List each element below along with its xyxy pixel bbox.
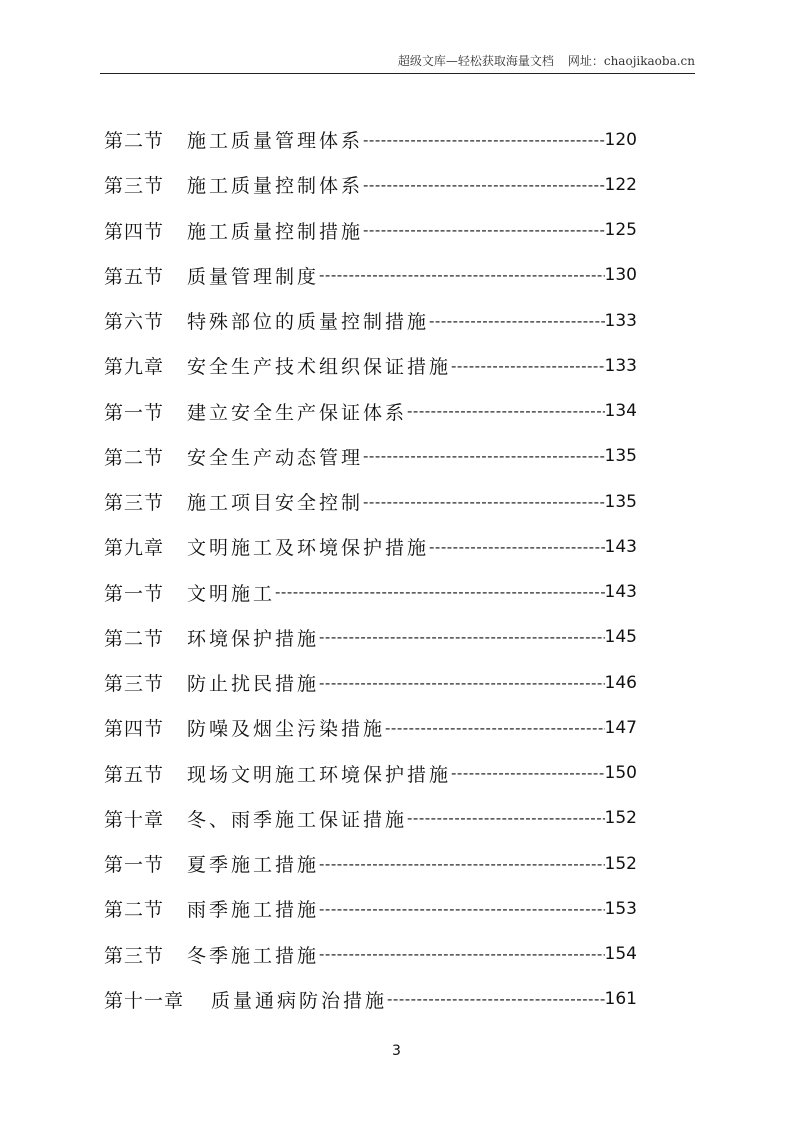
toc-leader (429, 538, 605, 556)
toc-title: 冬、雨季施工保证措施 (187, 808, 408, 831)
toc-leader (363, 447, 605, 465)
toc-leader (319, 855, 605, 873)
toc-entry[interactable] (104, 208, 637, 253)
toc-title: 施工质量管理体系 (187, 130, 364, 153)
toc-label: 第二节 (104, 130, 165, 153)
toc-title: 安全生产动态管理 (187, 446, 364, 469)
toc-label: 第四节 (104, 718, 165, 741)
toc-label: 第一节 (104, 854, 165, 877)
toc-entry[interactable] (104, 117, 637, 162)
toc-title: 现场文明施工环境保护措施 (187, 763, 452, 786)
toc-title: 夏季施工措施 (187, 854, 320, 877)
toc-label: 第五节 (104, 265, 165, 288)
toc-leader (363, 221, 605, 239)
toc-entry[interactable] (104, 977, 637, 1022)
toc-entry[interactable] (104, 615, 637, 660)
toc-page: 153 (604, 898, 637, 919)
toc-leader (319, 674, 605, 692)
toc-page: 143 (604, 536, 637, 557)
toc-leader (319, 266, 605, 284)
toc-leader (319, 628, 605, 646)
toc-leader (407, 402, 605, 420)
toc-entry[interactable] (104, 932, 637, 977)
toc-leader (275, 583, 605, 601)
toc-entry[interactable] (104, 479, 637, 524)
toc-page: 146 (604, 672, 637, 693)
toc-leader (407, 809, 605, 827)
toc-page: 145 (604, 627, 637, 648)
toc-title: 文明施工及环境保护措施 (187, 537, 430, 560)
toc-title: 建立安全生产保证体系 (187, 401, 408, 424)
toc-label: 第二节 (104, 627, 165, 650)
toc-page: 125 (604, 220, 637, 241)
toc-leader (429, 312, 605, 330)
toc-label: 第二节 (104, 899, 165, 922)
toc-entry[interactable] (104, 253, 637, 298)
toc-page: 133 (604, 310, 637, 331)
toc-page: 135 (604, 491, 637, 512)
toc-label: 第十章 (104, 808, 165, 831)
toc-page: 154 (604, 944, 637, 965)
header-site: 超级文库—轻松获取海量文档 (397, 54, 554, 68)
toc-entry[interactable] (104, 343, 637, 388)
toc-leader (451, 764, 605, 782)
toc-title: 冬季施工措施 (187, 944, 320, 967)
toc-entry[interactable] (104, 162, 637, 207)
toc-entry[interactable] (104, 886, 637, 931)
toc-entry[interactable] (104, 841, 637, 886)
toc-page: 161 (604, 989, 637, 1010)
toc-page: 147 (604, 717, 637, 738)
toc-page: 133 (604, 355, 637, 376)
toc-leader (363, 493, 605, 511)
header-rule (100, 73, 695, 74)
toc-label: 第六节 (104, 311, 165, 334)
toc-title: 安全生产技术组织保证措施 (187, 356, 452, 379)
toc-title: 质量管理制度 (187, 265, 320, 288)
toc-entry[interactable] (104, 751, 637, 796)
toc-title: 防噪及烟尘污染措施 (187, 718, 386, 741)
toc-title: 质量通病防治措施 (211, 989, 388, 1012)
toc-label: 第四节 (104, 220, 165, 243)
toc-title: 文明施工 (187, 582, 276, 605)
toc-leader (319, 945, 605, 963)
toc-entry[interactable] (104, 434, 637, 479)
toc-page: 150 (604, 763, 637, 784)
toc-leader (451, 357, 605, 375)
toc-title: 雨季施工措施 (187, 899, 320, 922)
toc-title: 环境保护措施 (187, 627, 320, 650)
toc-page: 120 (604, 129, 637, 150)
toc-label: 第九章 (104, 356, 165, 379)
toc-leader (385, 719, 605, 737)
toc-label: 第二节 (104, 446, 165, 469)
toc-title: 特殊部位的质量控制措施 (187, 311, 430, 334)
toc-leader (319, 900, 605, 918)
toc-entry[interactable] (104, 389, 637, 434)
toc-title: 施工质量控制体系 (187, 175, 364, 198)
toc-entry[interactable] (104, 796, 637, 841)
toc-entry[interactable] (104, 705, 637, 750)
page-header (100, 52, 695, 69)
toc-label: 第三节 (104, 492, 165, 515)
toc-page: 152 (604, 853, 637, 874)
toc-leader (387, 990, 605, 1008)
toc-entry[interactable] (104, 570, 637, 615)
toc-page: 152 (604, 808, 637, 829)
page-number: 3 (392, 1043, 401, 1059)
toc-label: 第九章 (104, 537, 165, 560)
toc-page: 130 (604, 265, 637, 286)
toc-page: 134 (604, 401, 637, 422)
toc-label: 第五节 (104, 763, 165, 786)
toc-entry[interactable] (104, 660, 637, 705)
toc-page: 122 (604, 174, 637, 195)
toc-label: 第三节 (104, 175, 165, 198)
table-of-contents (104, 117, 637, 1022)
toc-label: 第十一章 (104, 989, 185, 1012)
toc-label: 第三节 (104, 673, 165, 696)
toc-title: 防止扰民措施 (187, 673, 320, 696)
toc-leader (363, 131, 605, 149)
toc-label: 第三节 (104, 944, 165, 967)
toc-leader (363, 176, 605, 194)
toc-label: 第一节 (104, 401, 165, 424)
toc-page: 143 (604, 582, 637, 603)
toc-title: 施工质量控制措施 (187, 220, 364, 243)
toc-page: 135 (604, 446, 637, 467)
header-url: 网址：chaojikaoba.cn (567, 54, 695, 68)
toc-title: 施工项目安全控制 (187, 492, 364, 515)
toc-label: 第一节 (104, 582, 165, 605)
toc-entry[interactable] (104, 298, 637, 343)
toc-entry[interactable] (104, 524, 637, 569)
